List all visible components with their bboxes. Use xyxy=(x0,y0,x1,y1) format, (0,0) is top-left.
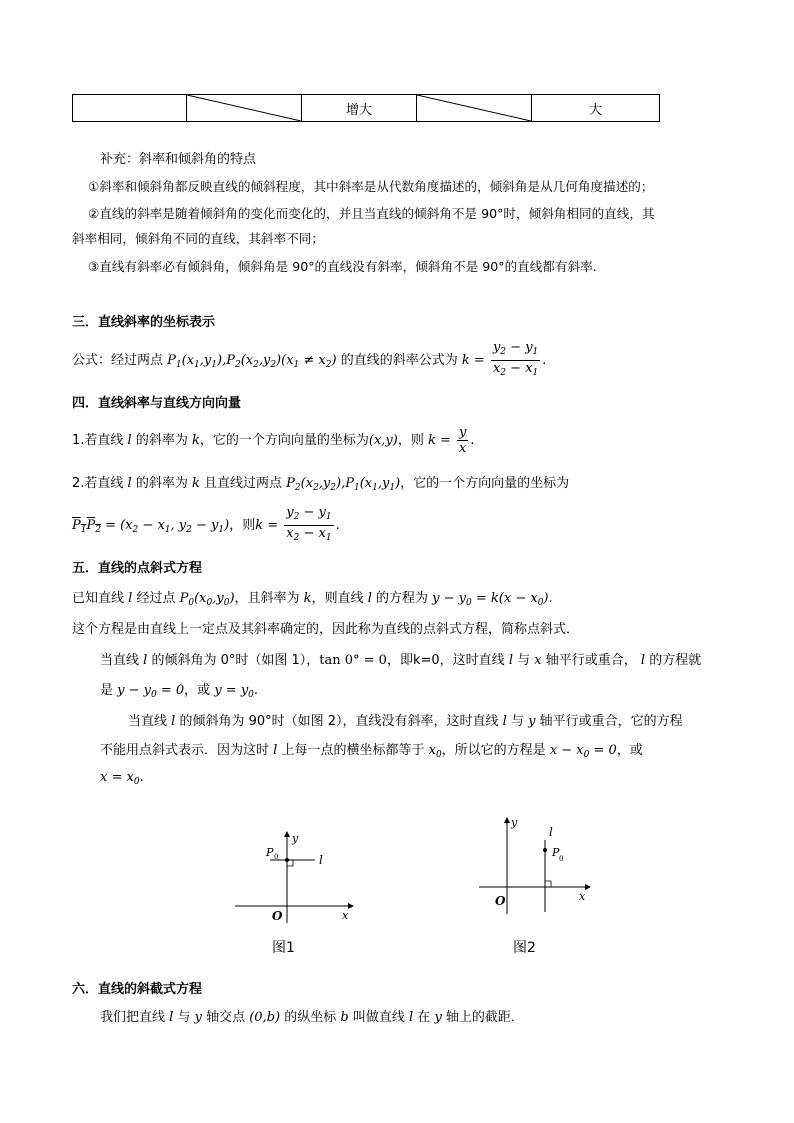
slope-formula: 公式：经过两点 $P_1(x_1,y_1),P_2(x_2,y_2)(x_1 \ne x_2)$ 的直线的斜率公式为 k = $\frac{y_2 - y_1}{x_2 - x_1}$ . xyxy=(72,340,546,381)
slope-fraction: $\frac{y_2 - y_1}{x_2 - x_1}$ xyxy=(492,340,539,378)
formula-prefix: 公式：经过两点 xyxy=(72,353,164,368)
y-axis-arrow-icon xyxy=(284,831,290,837)
p0-subscript: 0 xyxy=(559,855,564,863)
formula-mid: 的直线的斜率公式为 xyxy=(340,353,458,368)
right-angle-mark xyxy=(545,881,551,887)
point-slope-explanation: 这个方程是由直线上一定点及其斜率确定的，因此称为直线的点斜式方程，简称点斜式． xyxy=(72,622,580,637)
point-p0 xyxy=(543,848,547,852)
angle-slope-table xyxy=(72,94,660,122)
x-axis-arrow-icon xyxy=(348,903,354,909)
right-angle-case-line-1: 当直线 l 的倾斜角为 90°时（如图 2），直线没有斜率，这时直线 l 与 y 轴平行或重合，它的方程 xyxy=(128,714,683,729)
right-angle-case-line-2: 不能用点斜式表示．因为这时 l 上每一点的横坐标都等于 $x_0$，所以它的方程是 $x - x_0 = 0$，或 xyxy=(100,743,643,760)
supplement-point-1: ①斜率和倾斜角都反映直线的倾斜程度，其中斜率是从代数角度描述的，倾斜角是从几何角度描述的； xyxy=(88,179,654,194)
slope-fraction-2: $\frac{y_2 - y_1}{x_2 - x_1}$ xyxy=(286,505,332,543)
p0-label: P xyxy=(552,846,560,859)
point-slope-definition: 已知直线 l 经过点 $P_0(x_0,y_0)$，且斜率为 k，则直线 l 的方程为 $y - y_0 = k(x - x_0)$. xyxy=(72,591,553,608)
table-cell-increase: 增大 xyxy=(302,95,417,122)
origin-label: O xyxy=(495,894,506,908)
figure-2-caption: 图2 xyxy=(513,940,536,956)
figure-1-caption: 图1 xyxy=(272,940,295,956)
section-3-title: 三．直线斜率的坐标表示 xyxy=(72,315,216,330)
supplement-title: 补充：斜率和倾斜角的特点 xyxy=(100,152,257,167)
x-label: x xyxy=(579,890,586,903)
x-axis-arrow-icon xyxy=(585,884,591,890)
right-angle-equation: $x = x_0$. xyxy=(100,770,144,787)
zero-angle-case-line-1: 当直线 l 的倾斜角为 0°时（如图 1），tan 0° = 0，即k=0，这时直线 l 与 x 轴平行或重合， l 的方程就 xyxy=(100,653,702,668)
supplement-point-2b: 斜率相同，倾斜角不同的直线，其斜率不同； xyxy=(72,231,324,246)
origin-label: O xyxy=(272,909,283,923)
y-label: y xyxy=(292,832,299,845)
l-label: l xyxy=(319,853,323,867)
section-4-title: 四．直线斜率与直线方向向量 xyxy=(72,396,242,411)
table-cell-empty xyxy=(73,95,187,122)
slope-fraction-yx: $\frac{y}{x}$ xyxy=(459,425,467,456)
intercept-definition: 我们把直线 l 与 y 轴交点 (0,b) 的纵坐标 b 叫做直线 l 在 y 轴上的截距． xyxy=(100,1010,524,1025)
direction-vector-formula: $P_1P_2 = (x_2 - x_1$, $y_2 - y_1$)，则k = $\frac{y_2 - y_1}{x_2 - x_1}$ . xyxy=(72,505,340,546)
table-cell-large: 大 xyxy=(532,95,660,122)
table-cell-diagonal xyxy=(417,95,532,122)
supplement-point-2a: ②直线的斜率是随着倾斜角的变化而变化的，并且当直线的倾斜角不是 90°时，倾斜角相同的直线，其 xyxy=(88,206,655,221)
y-label: y xyxy=(511,816,518,829)
direction-vector-item-2: 2.若直线 l 的斜率为 k 且直线过两点 $P_2(x_2,y_2),P_1(x_1,y_1)$，它的一个方向向量的坐标为 xyxy=(72,476,570,493)
y-axis-arrow-icon xyxy=(504,817,510,823)
l-label: l xyxy=(549,825,553,839)
points-expression: $P_1(x_1,y_1),P_2(x_2,y_2)(x_1 \ne x_2)$ xyxy=(167,353,337,370)
zero-angle-case-line-2: 是 $y - y_0 = 0$，或 $y = y_0$. xyxy=(100,683,259,700)
x-label: x xyxy=(342,909,349,922)
table-cell-diagonal xyxy=(187,95,302,122)
point-p0 xyxy=(285,858,289,862)
direction-vector-item-1: 1.若直线 l 的斜率为 k，它的一个方向向量的坐标为(x,y)，则 k = $\frac{y}{x}$ . xyxy=(72,425,475,456)
figure-2-diagram xyxy=(475,812,605,922)
p0-label: P xyxy=(266,846,274,859)
p0-subscript: 0 xyxy=(274,853,279,861)
supplement-point-3: ③直线有斜率必有倾斜角，倾斜角是 90°的直线没有斜率，倾斜角不是 90°的直线都有斜率. xyxy=(88,259,597,274)
figure-1-diagram xyxy=(230,828,360,928)
section-6-title: 六．直线的斜截式方程 xyxy=(72,982,203,997)
section-5-title: 五．直线的点斜式方程 xyxy=(72,561,203,576)
